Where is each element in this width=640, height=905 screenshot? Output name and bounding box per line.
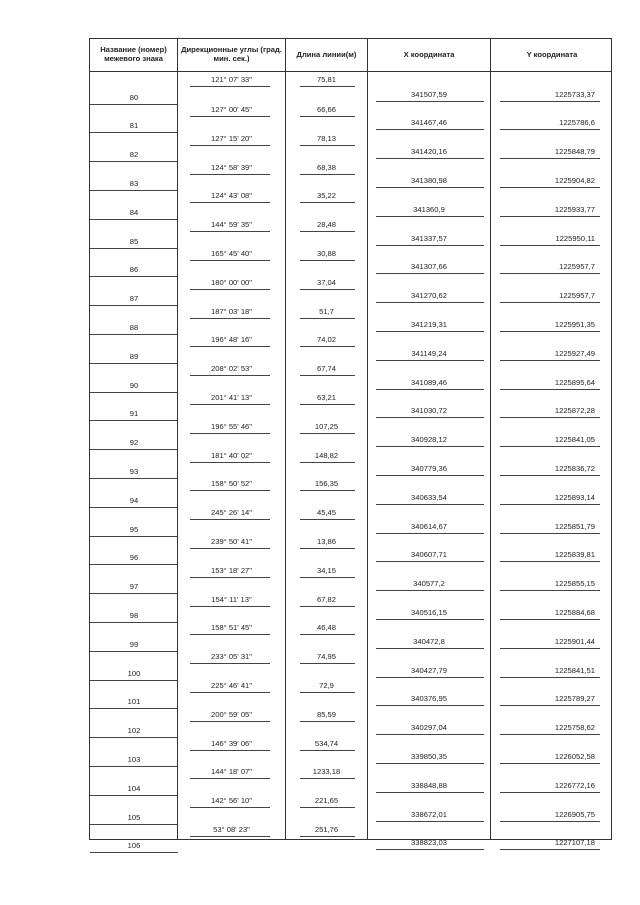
row-underline — [190, 346, 270, 347]
x-coordinate-cell: 340779,36 — [411, 463, 447, 473]
line-length-cell: 534,74 — [314, 738, 339, 748]
row-underline — [300, 433, 355, 434]
direction-angle-cell: 127° 00' 45" — [211, 104, 252, 114]
point-name-cell: 90 — [129, 380, 139, 390]
row-underline — [90, 651, 178, 652]
row-underline — [300, 778, 355, 779]
row-underline — [190, 375, 270, 376]
row-underline — [190, 86, 270, 87]
point-name-cell: 104 — [127, 783, 141, 793]
row-underline — [376, 504, 484, 505]
row-underline — [300, 289, 355, 290]
row-underline — [190, 231, 270, 232]
row-underline — [90, 104, 178, 105]
direction-angle-cell: 127° 15' 20" — [211, 133, 252, 143]
line-length-cell: 74,02 — [316, 335, 336, 345]
header-y-coordinate: Y координата — [526, 49, 578, 59]
row-underline — [190, 750, 270, 751]
row-underline — [376, 216, 484, 217]
row-underline — [300, 202, 355, 203]
table-body — [90, 72, 611, 851]
y-coordinate-cell: 1225951,35 — [554, 319, 595, 329]
direction-angle-cell: 165° 45' 40" — [211, 248, 252, 258]
row-underline — [500, 158, 600, 159]
x-coordinate-cell: 338672,01 — [411, 809, 447, 819]
direction-angle-cell: 53° 08' 23" — [213, 824, 250, 834]
point-name-cell: 95 — [129, 524, 139, 534]
row-underline — [376, 475, 484, 476]
row-underline — [90, 852, 178, 853]
row-underline — [90, 334, 178, 335]
y-coordinate-cell: 1225786,6 — [559, 118, 595, 128]
row-underline — [300, 721, 355, 722]
x-coordinate-cell: 341380,98 — [411, 175, 447, 185]
point-name-cell: 100 — [127, 668, 141, 678]
row-underline — [376, 101, 484, 102]
row-underline — [190, 519, 270, 520]
line-length-cell: 148,82 — [314, 450, 339, 460]
row-underline — [190, 548, 270, 549]
row-underline — [300, 174, 355, 175]
x-coordinate-cell: 340516,15 — [411, 607, 447, 617]
row-underline — [376, 734, 484, 735]
y-coordinate-cell: 1225841,05 — [554, 435, 595, 445]
row-underline — [300, 404, 355, 405]
point-name-cell: 88 — [129, 322, 139, 332]
line-length-cell: 35,22 — [316, 191, 336, 201]
row-underline — [500, 849, 600, 850]
line-length-cell: 221,65 — [314, 796, 339, 806]
direction-angle-cell: 181° 40' 02" — [211, 450, 252, 460]
row-underline — [376, 821, 484, 822]
row-underline — [90, 449, 178, 450]
x-coordinate-cell: 341030,72 — [411, 406, 447, 416]
y-coordinate-cell: 1226772,16 — [554, 780, 595, 790]
row-underline — [300, 318, 355, 319]
line-length-cell: 85,59 — [316, 709, 336, 719]
row-underline — [190, 462, 270, 463]
row-underline — [190, 318, 270, 319]
x-coordinate-cell: 340376,95 — [411, 694, 447, 704]
x-coordinate-cell: 340427,79 — [411, 665, 447, 675]
header-line-length: Длина линии(м) — [296, 49, 357, 59]
header-point-name: Название (номер) межевого знака — [100, 45, 167, 63]
x-coordinate-cell: 341089,46 — [411, 377, 447, 387]
x-coordinate-cell: 340472,8 — [413, 636, 445, 646]
x-coordinate-cell: 340607,71 — [411, 550, 447, 560]
row-underline — [190, 433, 270, 434]
y-coordinate-cell: 1225855,15 — [554, 579, 595, 589]
point-name-cell: 87 — [129, 294, 139, 304]
line-length-cell: 46,48 — [316, 623, 336, 633]
x-coordinate-cell: 341149,24 — [411, 348, 447, 358]
row-underline — [300, 231, 355, 232]
row-underline — [500, 590, 600, 591]
row-underline — [90, 190, 178, 191]
row-underline — [190, 202, 270, 203]
x-coordinate-cell: 341507,59 — [411, 89, 447, 99]
row-underline — [90, 737, 178, 738]
point-name-cell: 103 — [127, 754, 141, 764]
y-coordinate-cell: 1225904,82 — [554, 175, 595, 185]
point-name-cell: 102 — [127, 726, 141, 736]
x-coordinate-cell: 341307,66 — [411, 262, 447, 272]
x-coordinate-cell: 341270,62 — [411, 291, 447, 301]
row-underline — [300, 692, 355, 693]
y-coordinate-cell: 1227107,18 — [554, 838, 595, 848]
direction-angle-cell: 142° 56' 10" — [211, 796, 252, 806]
row-underline — [300, 577, 355, 578]
x-coordinate-cell: 341219,31 — [411, 319, 447, 329]
direction-angle-cell: 245° 26' 14" — [211, 508, 252, 518]
row-underline — [500, 705, 600, 706]
x-coordinate-cell: 340577,2 — [413, 579, 445, 589]
row-underline — [376, 619, 484, 620]
row-underline — [376, 590, 484, 591]
row-underline — [500, 734, 600, 735]
direction-angle-cell: 196° 55' 46" — [211, 421, 252, 431]
y-coordinate-cell: 1225927,49 — [554, 348, 595, 358]
direction-angle-cell: 187° 03' 18" — [211, 306, 252, 316]
row-underline — [500, 446, 600, 447]
point-name-cell: 98 — [129, 610, 139, 620]
point-name-cell: 91 — [129, 409, 139, 419]
row-underline — [376, 677, 484, 678]
line-length-cell: 66,66 — [316, 104, 336, 114]
row-underline — [90, 766, 178, 767]
row-underline — [376, 446, 484, 447]
point-name-cell: 89 — [129, 351, 139, 361]
line-length-cell: 51,7 — [319, 306, 334, 316]
row-underline — [190, 778, 270, 779]
x-coordinate-cell: 341337,57 — [411, 233, 447, 243]
row-underline — [500, 504, 600, 505]
row-underline — [500, 101, 600, 102]
row-underline — [300, 116, 355, 117]
row-underline — [500, 561, 600, 562]
row-underline — [300, 634, 355, 635]
point-name-cell: 101 — [127, 697, 141, 707]
row-underline — [190, 145, 270, 146]
x-coordinate-cell: 340614,67 — [411, 521, 447, 531]
row-underline — [90, 478, 178, 479]
x-coordinate-cell: 340928,12 — [411, 435, 447, 445]
line-length-cell: 156,35 — [314, 479, 339, 489]
row-underline — [90, 824, 178, 825]
x-coordinate-cell: 341467,46 — [411, 118, 447, 128]
y-coordinate-cell: 1225957,7 — [559, 262, 595, 272]
row-underline — [90, 363, 178, 364]
line-length-cell: 37,04 — [316, 277, 336, 287]
y-coordinate-cell: 1225841,51 — [554, 665, 595, 675]
header-direction-angle: Дирекционные углы (град. мин. сек.) — [181, 45, 282, 63]
line-length-cell: 30,88 — [316, 248, 336, 258]
y-coordinate-cell: 1225872,28 — [554, 406, 595, 416]
row-underline — [300, 86, 355, 87]
x-coordinate-cell: 341420,16 — [411, 147, 447, 157]
row-underline — [376, 360, 484, 361]
y-coordinate-cell: 1225733,37 — [554, 89, 595, 99]
line-length-cell: 45,45 — [316, 508, 336, 518]
row-underline — [500, 273, 600, 274]
row-underline — [376, 561, 484, 562]
row-underline — [90, 392, 178, 393]
row-underline — [190, 721, 270, 722]
line-length-cell: 78,13 — [316, 133, 336, 143]
row-underline — [500, 187, 600, 188]
row-underline — [376, 763, 484, 764]
line-length-cell: 75,81 — [316, 75, 336, 84]
y-coordinate-cell: 1225957,7 — [559, 291, 595, 301]
y-coordinate-cell: 1225950,11 — [555, 233, 595, 243]
y-coordinate-cell: 1225933,77 — [554, 204, 595, 214]
row-underline — [190, 836, 270, 837]
line-length-cell: 28,48 — [316, 220, 336, 230]
row-underline — [376, 792, 484, 793]
x-coordinate-cell: 340297,04 — [411, 723, 447, 733]
y-coordinate-cell: 1225839,81 — [554, 550, 595, 560]
direction-angle-cell: 239° 50' 41" — [211, 536, 252, 546]
row-underline — [376, 389, 484, 390]
row-underline — [190, 634, 270, 635]
y-coordinate-cell: 1225758,62 — [554, 723, 595, 733]
row-underline — [190, 490, 270, 491]
row-underline — [300, 836, 355, 837]
point-name-cell: 105 — [127, 812, 141, 822]
row-underline — [376, 273, 484, 274]
row-underline — [90, 536, 178, 537]
direction-angle-cell: 208° 02' 53" — [211, 364, 252, 374]
row-underline — [500, 648, 600, 649]
row-underline — [376, 849, 484, 850]
row-underline — [500, 129, 600, 130]
direction-angle-cell: 225° 46' 41" — [211, 680, 252, 690]
row-underline — [376, 331, 484, 332]
row-underline — [190, 807, 270, 808]
row-underline — [376, 302, 484, 303]
point-name-cell: 80 — [129, 92, 139, 102]
row-underline — [300, 260, 355, 261]
line-length-cell: 13,86 — [316, 536, 336, 546]
row-underline — [300, 490, 355, 491]
direction-angle-cell: 201° 41' 13" — [211, 392, 252, 402]
row-underline — [90, 219, 178, 220]
row-underline — [500, 216, 600, 217]
header-x-coordinate: X координата — [403, 49, 455, 59]
direction-angle-cell: 200° 59' 05" — [211, 709, 252, 719]
direction-angle-cell: 154° 11' 13" — [211, 594, 252, 604]
point-name-cell: 82 — [129, 150, 139, 160]
row-underline — [300, 346, 355, 347]
row-underline — [500, 331, 600, 332]
direction-angle-cell: 233° 05' 31" — [211, 652, 252, 662]
x-coordinate-cell: 340633,54 — [411, 492, 447, 502]
row-underline — [190, 404, 270, 405]
row-underline — [500, 245, 600, 246]
row-underline — [190, 663, 270, 664]
point-name-cell: 92 — [129, 438, 139, 448]
direction-angle-cell: 146° 39' 06" — [211, 738, 252, 748]
row-underline — [190, 606, 270, 607]
y-coordinate-cell: 1226905,75 — [554, 809, 595, 819]
row-underline — [90, 161, 178, 162]
x-coordinate-cell: 338848,88 — [411, 780, 447, 790]
row-underline — [300, 462, 355, 463]
point-name-cell: 84 — [129, 207, 139, 217]
row-underline — [500, 619, 600, 620]
row-underline — [376, 648, 484, 649]
point-name-cell: 106 — [127, 841, 141, 851]
direction-angle-cell: 121° 07' 33" — [211, 75, 252, 84]
y-coordinate-cell: 1225893,14 — [554, 492, 595, 502]
line-length-cell: 67,74 — [316, 364, 336, 374]
row-underline — [376, 245, 484, 246]
row-underline — [190, 174, 270, 175]
row-underline — [190, 260, 270, 261]
row-underline — [90, 795, 178, 796]
line-length-cell: 63,21 — [316, 392, 336, 402]
line-length-cell: 34,15 — [316, 565, 336, 575]
row-underline — [500, 475, 600, 476]
row-underline — [376, 158, 484, 159]
direction-angle-cell: 153° 18' 27" — [211, 565, 252, 575]
x-coordinate-cell: 339850,35 — [411, 751, 447, 761]
line-length-cell: 68,38 — [316, 162, 336, 172]
direction-angle-cell: 158° 51' 45" — [211, 623, 252, 633]
point-name-cell: 94 — [129, 495, 139, 505]
row-underline — [90, 593, 178, 594]
row-underline — [300, 548, 355, 549]
direction-angle-cell: 196° 48' 16" — [211, 335, 252, 345]
row-underline — [300, 807, 355, 808]
row-underline — [90, 132, 178, 133]
point-name-cell: 93 — [129, 466, 139, 476]
row-underline — [376, 417, 484, 418]
row-underline — [90, 680, 178, 681]
row-underline — [500, 389, 600, 390]
point-name-cell: 85 — [129, 236, 139, 246]
point-name-cell: 83 — [129, 178, 139, 188]
point-name-cell: 81 — [129, 121, 139, 131]
row-underline — [300, 375, 355, 376]
direction-angle-cell: 124° 58' 39" — [211, 162, 252, 172]
row-underline — [300, 519, 355, 520]
point-name-cell: 97 — [129, 582, 139, 592]
y-coordinate-cell: 1225884,68 — [554, 607, 595, 617]
x-coordinate-cell: 338823,03 — [411, 838, 447, 848]
row-underline — [500, 792, 600, 793]
row-underline — [90, 420, 178, 421]
direction-angle-cell: 158° 50' 52" — [211, 479, 252, 489]
y-coordinate-cell: 1225789,27 — [554, 694, 595, 704]
row-underline — [376, 187, 484, 188]
y-coordinate-cell: 1225895,64 — [554, 377, 595, 387]
coordinates-table — [89, 38, 612, 851]
line-length-cell: 72,9 — [319, 680, 334, 690]
row-underline — [90, 305, 178, 306]
row-underline — [90, 276, 178, 277]
y-coordinate-cell: 1226052,58 — [554, 751, 595, 761]
row-underline — [500, 533, 600, 534]
row-underline — [500, 417, 600, 418]
row-underline — [190, 577, 270, 578]
row-underline — [500, 763, 600, 764]
line-length-cell: 251,76 — [314, 824, 339, 834]
line-length-cell: 67,82 — [316, 594, 336, 604]
y-coordinate-cell: 1225836,72 — [554, 463, 595, 473]
point-name-cell: 86 — [129, 265, 139, 275]
row-underline — [90, 507, 178, 508]
direction-angle-cell: 180° 00' 00" — [211, 277, 252, 287]
row-underline — [300, 606, 355, 607]
y-coordinate-cell: 1225848,79 — [554, 147, 595, 157]
row-underline — [190, 116, 270, 117]
row-underline — [90, 708, 178, 709]
point-name-cell: 99 — [129, 639, 139, 649]
row-underline — [376, 533, 484, 534]
row-underline — [90, 564, 178, 565]
x-coordinate-cell: 341360,9 — [413, 204, 445, 214]
direction-angle-cell: 144° 59' 35" — [211, 220, 252, 230]
row-underline — [500, 821, 600, 822]
y-coordinate-cell: 1225851,79 — [554, 521, 595, 531]
row-underline — [500, 677, 600, 678]
row-underline — [376, 705, 484, 706]
row-underline — [300, 145, 355, 146]
row-underline — [190, 289, 270, 290]
direction-angle-cell: 144° 18' 07" — [211, 767, 252, 777]
row-underline — [500, 302, 600, 303]
y-coordinate-cell: 1225901,44 — [554, 636, 595, 646]
row-underline — [300, 750, 355, 751]
row-underline — [90, 622, 178, 623]
row-underline — [90, 248, 178, 249]
line-length-cell: 1233,18 — [312, 767, 341, 777]
row-underline — [300, 663, 355, 664]
row-underline — [500, 360, 600, 361]
row-underline — [376, 129, 484, 130]
line-length-cell: 107,25 — [314, 421, 339, 431]
point-name-cell: 96 — [129, 553, 139, 563]
direction-angle-cell: 124° 43' 08" — [211, 191, 252, 201]
line-length-cell: 74,95 — [316, 652, 336, 662]
row-underline — [190, 692, 270, 693]
